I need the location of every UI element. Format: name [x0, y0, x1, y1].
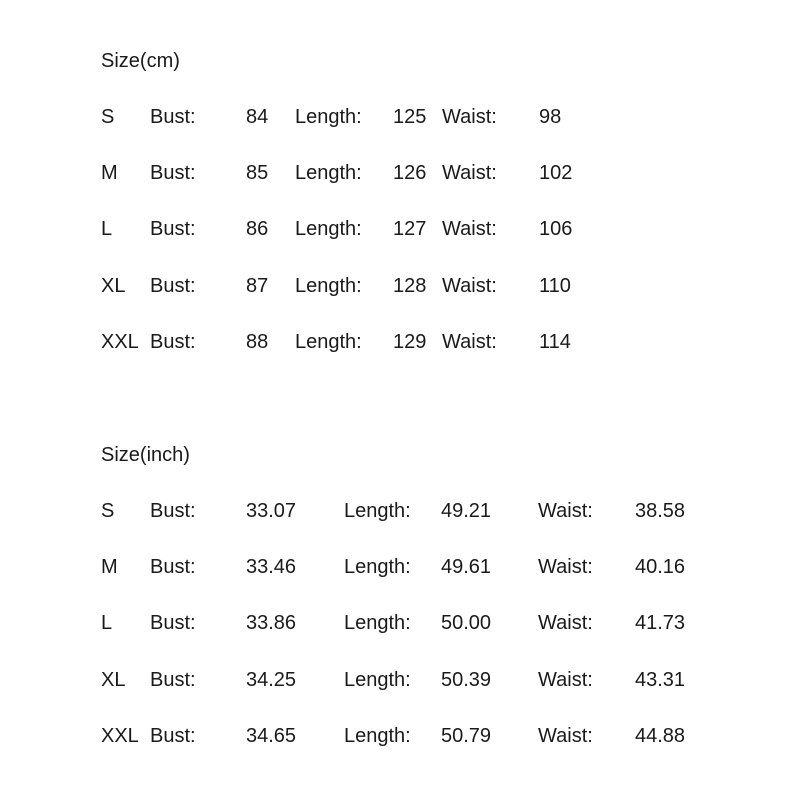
bust-label: Bust: — [150, 500, 196, 522]
bust-value: 33.07 — [246, 500, 297, 522]
size-label: XL — [101, 275, 126, 297]
size-row — [0, 161, 800, 185]
waist-label: Waist: — [442, 275, 497, 297]
waist-label: Waist: — [442, 162, 497, 184]
waist-label: Waist: — [442, 106, 497, 128]
waist-label: Waist: — [538, 725, 593, 747]
bust-value: 85 — [246, 162, 269, 184]
length-label: Length: — [344, 669, 411, 691]
size-row — [0, 668, 800, 692]
waist-value: 102 — [539, 162, 573, 184]
waist-value: 110 — [539, 275, 571, 297]
size-row — [0, 555, 800, 579]
waist-label: Waist: — [442, 218, 497, 240]
bust-label: Bust: — [150, 612, 196, 634]
waist-value: 43.31 — [635, 669, 686, 691]
bust-label: Bust: — [150, 218, 196, 240]
bust-value: 84 — [246, 106, 269, 128]
length-value: 125 — [393, 106, 427, 128]
bust-value: 34.25 — [246, 669, 297, 691]
bust-label: Bust: — [150, 725, 196, 747]
bust-value: 33.46 — [246, 556, 297, 578]
size-row — [0, 217, 800, 241]
size-row — [0, 724, 800, 748]
length-label: Length: — [295, 162, 362, 184]
length-value: 50.79 — [441, 725, 492, 747]
size-label: M — [101, 556, 118, 578]
size-row — [0, 105, 800, 129]
length-label: Length: — [344, 500, 411, 522]
bust-label: Bust: — [150, 106, 196, 128]
bust-value: 88 — [246, 331, 269, 353]
length-value: 127 — [393, 218, 427, 240]
size-row — [0, 330, 800, 354]
size-row — [0, 499, 800, 523]
length-value: 126 — [393, 162, 427, 184]
length-label: Length: — [295, 331, 362, 353]
size-label: S — [101, 500, 115, 522]
waist-value: 41.73 — [635, 612, 686, 634]
waist-value: 106 — [539, 218, 573, 240]
length-value: 128 — [393, 275, 427, 297]
length-label: Length: — [344, 725, 411, 747]
length-value: 49.61 — [441, 556, 492, 578]
waist-value: 44.88 — [635, 725, 686, 747]
size-label: L — [101, 218, 113, 240]
size-label: L — [101, 612, 113, 634]
bust-value: 87 — [246, 275, 269, 297]
size-row — [0, 611, 800, 635]
length-value: 50.00 — [441, 612, 492, 634]
size-label: XXL — [101, 725, 139, 747]
length-label: Length: — [295, 275, 362, 297]
waist-value: 38.58 — [635, 500, 686, 522]
bust-value: 33.86 — [246, 612, 297, 634]
waist-label: Waist: — [538, 500, 593, 522]
waist-value: 40.16 — [635, 556, 686, 578]
bust-label: Bust: — [150, 162, 196, 184]
size-row — [0, 274, 800, 298]
waist-label: Waist: — [538, 556, 593, 578]
length-label: Length: — [344, 556, 411, 578]
size-label: XXL — [101, 331, 139, 353]
waist-value: 114 — [539, 331, 571, 353]
size-label: XL — [101, 669, 126, 691]
length-value: 129 — [393, 331, 427, 353]
bust-label: Bust: — [150, 331, 196, 353]
waist-label: Waist: — [538, 612, 593, 634]
waist-label: Waist: — [442, 331, 497, 353]
length-label: Length: — [295, 218, 362, 240]
length-value: 50.39 — [441, 669, 492, 691]
length-label: Length: — [295, 106, 362, 128]
length-label: Length: — [344, 612, 411, 634]
size-label: M — [101, 162, 118, 184]
length-value: 49.21 — [441, 500, 492, 522]
section-title-inch: Size(inch) — [101, 444, 190, 466]
bust-label: Bust: — [150, 669, 196, 691]
bust-label: Bust: — [150, 275, 196, 297]
waist-label: Waist: — [538, 669, 593, 691]
bust-value: 34.65 — [246, 725, 297, 747]
size-label: S — [101, 106, 115, 128]
waist-value: 98 — [539, 106, 562, 128]
section-title-cm: Size(cm) — [101, 50, 180, 72]
bust-label: Bust: — [150, 556, 196, 578]
bust-value: 86 — [246, 218, 269, 240]
